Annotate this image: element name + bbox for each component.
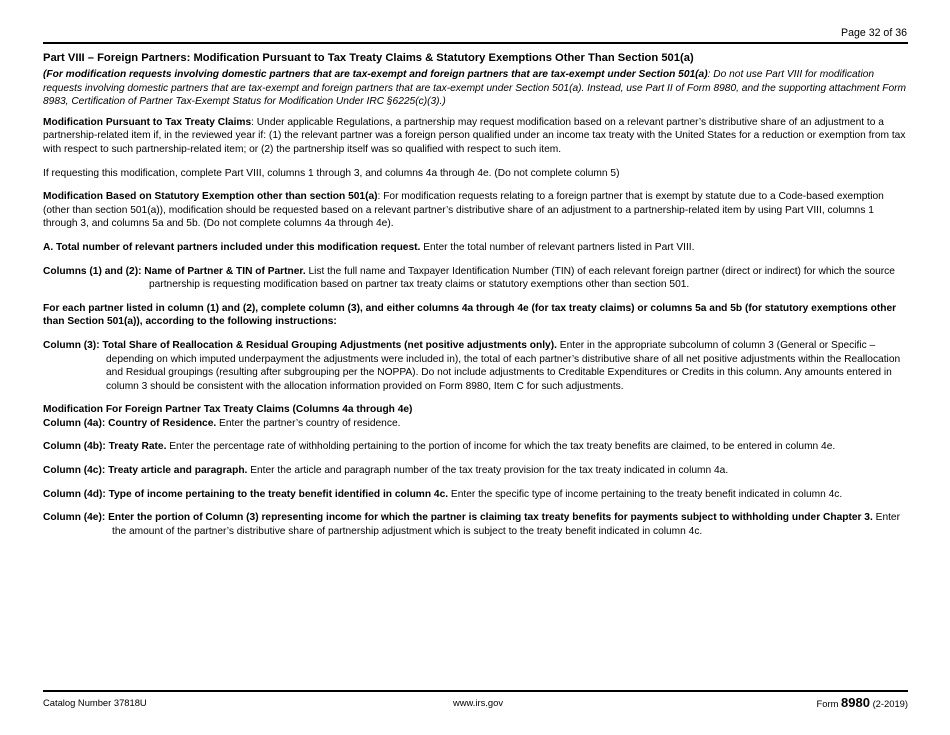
if-requesting-paragraph: If requesting this modification, complete Part VIII, columns 1 through 3, and columns 4a through 4e. (Do not complete column 5) [43,167,620,179]
item-a-heading: A. Total number of relevant partners included under this modification request. [43,241,421,253]
column-4a-text: Enter the partner’s country of residence. [216,417,401,429]
column-4d-paragraph [43,488,908,502]
column-4b-paragraph [43,440,908,454]
statutory-paragraph [43,190,908,231]
catalog-number: Catalog Number 37818U [43,697,147,708]
form-label: Form [816,698,839,709]
columns-1-2-heading: Columns (1) and (2): Name of Partner & TIN of Partner. [43,265,306,277]
item-a-text: Enter the total number of relevant partners listed in Part VIII. [420,241,695,253]
bottom-rule [43,690,908,692]
for-each-paragraph [43,302,908,329]
column-4b-heading: Column (4b): Treaty Rate. [43,441,167,453]
item-a-paragraph [43,241,908,255]
note-text: : Do not use Part VIII for modification requests involving domestic partners that are tax-exempt and foreign partners that are tax-exempt under Section 501(a). Instead, use Part II of Form 8980, and the supporting attachment Form 8983, Certification of Partner Tax-Exempt Status for Modification Under IRC §6225(c)(3).) [43,69,906,108]
column-4b-text: Enter the percentage rate of withholding pertaining to the portion of income for which the tax treaty benefits are claimed, to be entered in column 4e. [166,441,836,453]
for-each-text: For each partner listed in column (1) and (2), complete column (3), and either columns 4a through 4e (for tax treaty claims) or columns 5a and 5b (for statutory exemptions other than Section 501(a)), according to the following instructions: [43,302,897,328]
treaty-section-heading [43,403,908,417]
column-4d-heading: Column (4d): Type of income pertaining to the treaty benefit identified in column 4c. [43,488,449,500]
columns-1-2-text: List the full name and Taxpayer Identification Number (TIN) of each relevant foreign partner (direct or indirect) for which the source partnership is requesting modification based on partner tax treaty claims or statutory exemptions other than section 501. [149,265,895,291]
note-bold: (For modification requests involving domestic partners that are tax-exempt and foreign partners that are tax-exempt under Section 501(a) [43,69,708,80]
treaty-claims-paragraph [43,116,908,157]
column-4d-text: Enter the specific type of income pertaining to the treaty benefit indicated in column 4c. [448,488,843,500]
italic-note [43,68,908,109]
top-rule [43,42,908,44]
column-4a-paragraph [43,417,908,431]
page-number: Page 32 of 36 [841,27,907,39]
part-title: Part VIII – Foreign Partners: Modification Pursuant to Tax Treaty Claims & Statutory Exemptions Other Than Section 501(a) [43,52,694,64]
form-identifier [817,696,908,711]
column-4c-paragraph [43,464,908,478]
treaty-section-heading-text: Modification For Foreign Partner Tax Treaty Claims (Columns 4a through 4e) [43,404,413,416]
form-revision: (2-2019) [872,698,908,709]
footer [43,696,908,712]
form-number: 8980 [841,695,870,710]
column-4c-text: Enter the article and paragraph number of the tax treaty provision for the tax treaty indicated in column 4a. [247,465,729,477]
treaty-claims-text: : Under applicable Regulations, a partnership may request modification based on a relevant partner’s distributive share of an adjustment to a partnership-related item if, in the reviewed year if: (1) the relevant partner was a foreign person qualified under an income tax treaty with the United States for a reduction or exemption from tax with respect to such partnership-related item; or (2) the partnership itself was so qualified with respect to such item. [43,116,906,155]
statutory-heading: Modification Based on Statutory Exemption other than section 501(a) [43,191,378,203]
treaty-claims-heading: Modification Pursuant to Tax Treaty Claims [43,116,252,128]
statutory-text: : For modification requests relating to a foreign partner that is exempt by statute due to a Code-based exemption (other than section 501(a)), modification should be requested based on a relevant partner’s distributive share of an adjustment to a partnership-related item by using Part VIII, columns 1 through 3, and columns 5a and 5b. (Do not complete columns 4a through 4e). [43,191,884,230]
page-content [43,51,908,545]
column-3-text: Enter in the appropriate subcolumn of column 3 (General or Specific – depending on which imputed underpayment the adjustments were included in), the total of each partner’s distributive share of all net positive adjustments within the Reallocation and Residual groupings (resulting after subgrouping per the NOPPA). Do not include adjustments to Creditable Expenditures or Credits in this column. Any amounts entered in column 3 should be consistent with the allocation information provided on Form 8980, Item C for such adjustments. [106,339,901,392]
column-4e-heading: Column (4e): Enter the portion of Column (3) representing income for which the partner is claiming tax treaty benefits for payments subject to withholding under Chapter 3. [43,512,873,524]
column-3-heading: Column (3): Total Share of Reallocation & Residual Grouping Adjustments (net positive adjustments only). [43,339,557,351]
columns-1-2-paragraph [43,265,908,292]
column-4e-paragraph [43,511,908,538]
column-3-paragraph [43,339,908,393]
column-4e-text: Enter the amount of the partner’s distributive share of partnership adjustment which is subject to the treaty benefit indicated in column 4c. [112,512,900,537]
website-link[interactable]: www.irs.gov [453,697,504,708]
column-4a-heading: Column (4a): Country of Residence. [43,417,217,429]
column-4c-heading: Column (4c): Treaty article and paragraph. [43,465,248,477]
